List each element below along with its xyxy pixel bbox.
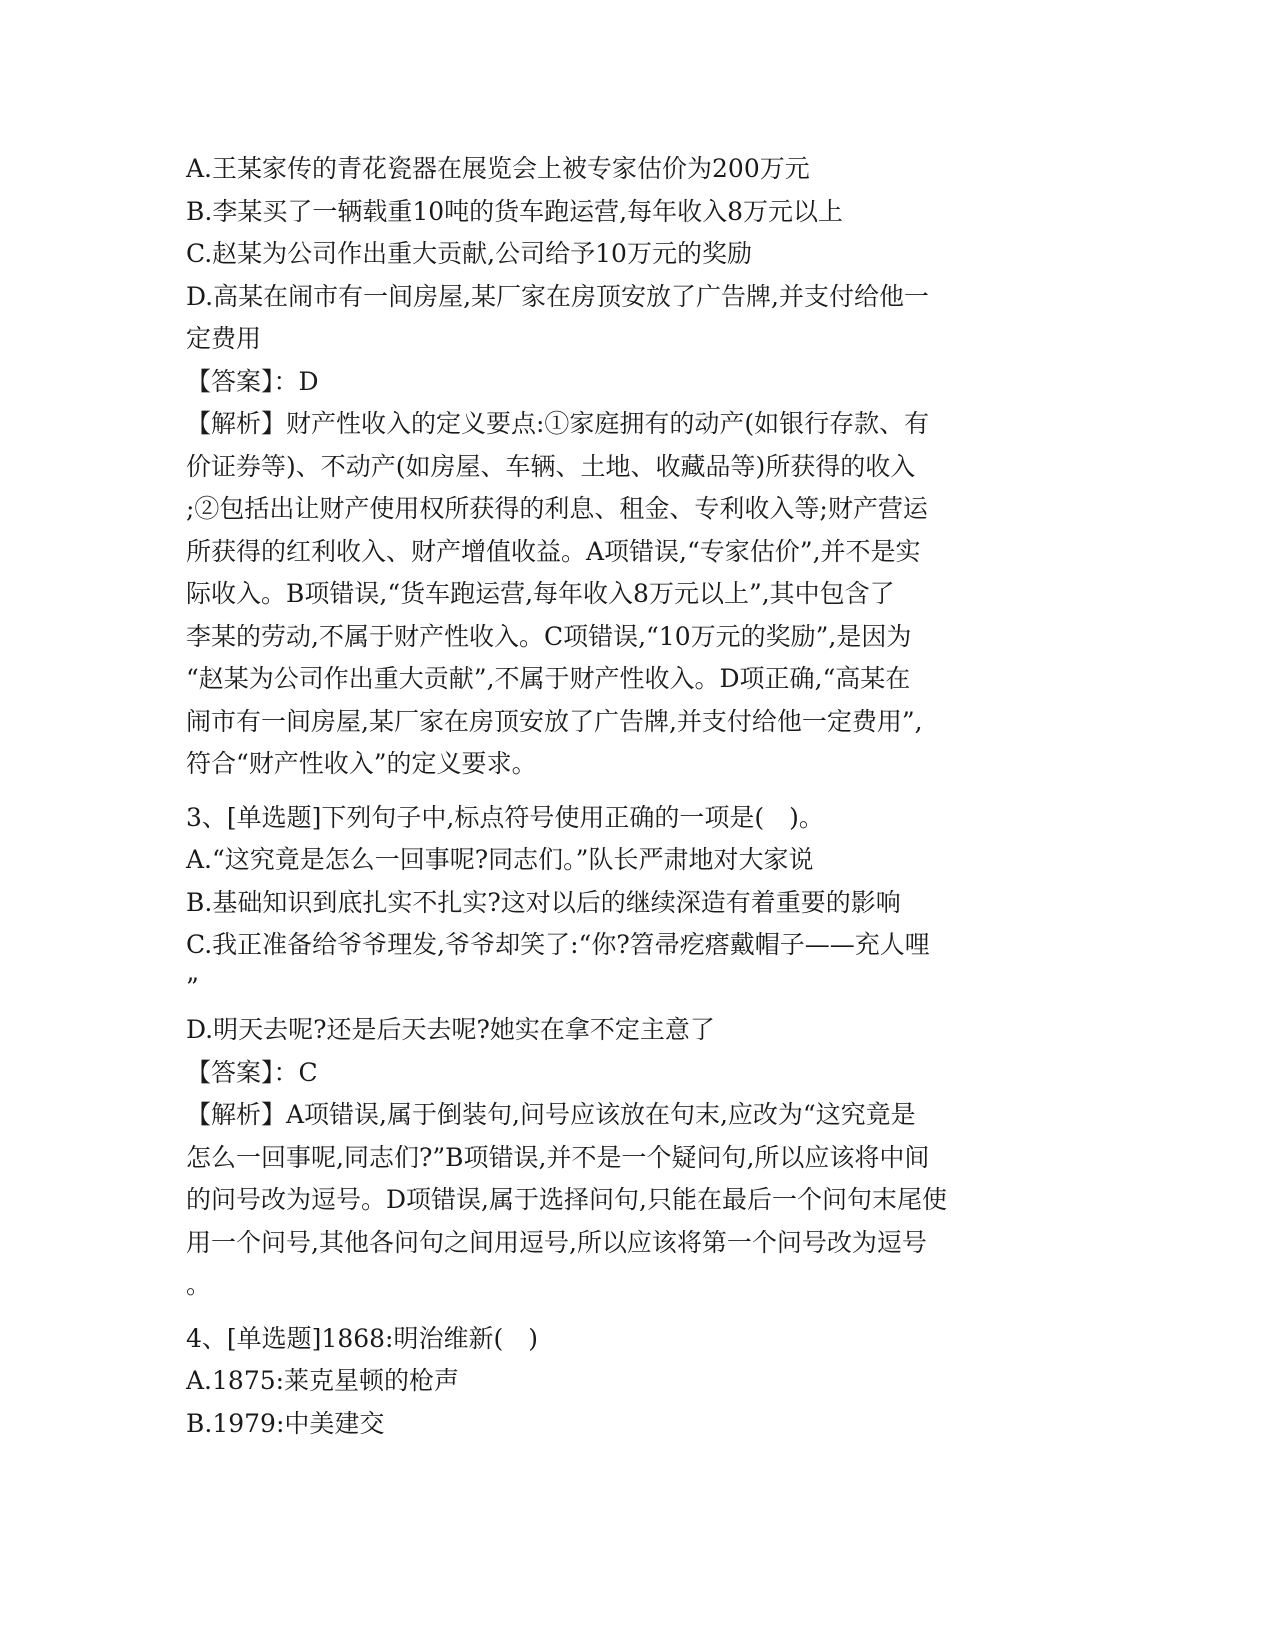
analysis-line: 怎么一回事呢,同志们?”B项错误,并不是一个疑问句,所以应该将中间	[186, 1142, 930, 1172]
option-b: B.1979:中美建交	[186, 1408, 385, 1438]
option-d: D.高某在闹市有一间房屋,某厂家在房顶安放了广告牌,并支付给他一	[186, 281, 929, 311]
analysis-line: ;②包括出让财产使用权所获得的利息、租金、专利收入等;财产营运	[186, 494, 928, 523]
option-c: C.赵某为公司作出重大贡献,公司给予10万元的奖励	[186, 239, 752, 268]
analysis-line: “赵某为公司作出重大贡献”,不属于财产性收入。D项正确,“高某在	[186, 664, 911, 693]
question-4-block	[186, 1318, 1086, 1446]
answer-line: 【答案】：D	[186, 366, 319, 396]
analysis-line: 李某的劳动,不属于财产性收入。C项错误,“10万元的奖励”,是因为	[186, 621, 912, 651]
document-content	[186, 148, 1086, 1445]
analysis-line: 的问号改为逗号。D项错误,属于选择问句,只能在最后一个问句末尾使	[186, 1185, 947, 1214]
analysis-line: 闹市有一间房屋,某厂家在房顶安放了广告牌,并支付给他一定费用”,	[186, 706, 923, 736]
option-d-continued: 定费用	[186, 324, 262, 353]
analysis-line: 【解析】财产性收入的定义要点:①家庭拥有的动产(如银行存款、有	[186, 409, 930, 438]
analysis-line: 所获得的红利收入、财产增值收益。A项错误,“专家估价”,并不是实	[186, 536, 921, 566]
option-a: A.1875:莱克星顿的枪声	[186, 1366, 460, 1395]
question-title: 3、[单选题]下列句子中,标点符号使用正确的一项是( )。	[186, 802, 824, 832]
analysis-line: 【解析】A项错误,属于倒装句,问号应该放在句末,应改为“这究竟是	[186, 1100, 916, 1129]
analysis-line: 价证券等)、不动产(如房屋、车辆、土地、收藏品等)所获得的收入	[186, 451, 916, 481]
option-b: B.李某买了一辆载重10吨的货车跑运营,每年收入8万元以上	[186, 196, 843, 226]
analysis-line: 。	[186, 1270, 212, 1299]
analysis-line: 际收入。B项错误,“货车跑运营,每年收入8万元以上”,其中包含了	[186, 579, 895, 608]
question-title: 4、[单选题]1868:明治维新( )	[186, 1323, 538, 1353]
option-a: A.王某家传的青花瓷器在展览会上被专家估价为200万元	[186, 154, 810, 183]
answer-line: 【答案】：C	[186, 1057, 318, 1087]
analysis-line: 用一个问号,其他各问句之间用逗号,所以应该将第一个问号改为逗号	[186, 1227, 927, 1257]
option-d: D.明天去呢?还是后天去呢?她实在拿不定主意了	[186, 1015, 715, 1044]
option-a: A.“这究竟是怎么一回事呢?同志们。”队长严肃地对大家说	[186, 845, 814, 874]
option-c: C.我正准备给爷爷理发,爷爷却笑了:“你?笤帚疙瘩戴帽子——充人哩	[186, 930, 930, 959]
question-2-block	[186, 148, 1086, 786]
question-3-block	[186, 797, 1086, 1307]
option-c-continued: ”	[186, 972, 199, 1002]
analysis-line: 符合“财产性收入”的定义要求。	[186, 749, 537, 778]
option-b: B.基础知识到底扎实不扎实?这对以后的继续深造有着重要的影响	[186, 887, 901, 917]
